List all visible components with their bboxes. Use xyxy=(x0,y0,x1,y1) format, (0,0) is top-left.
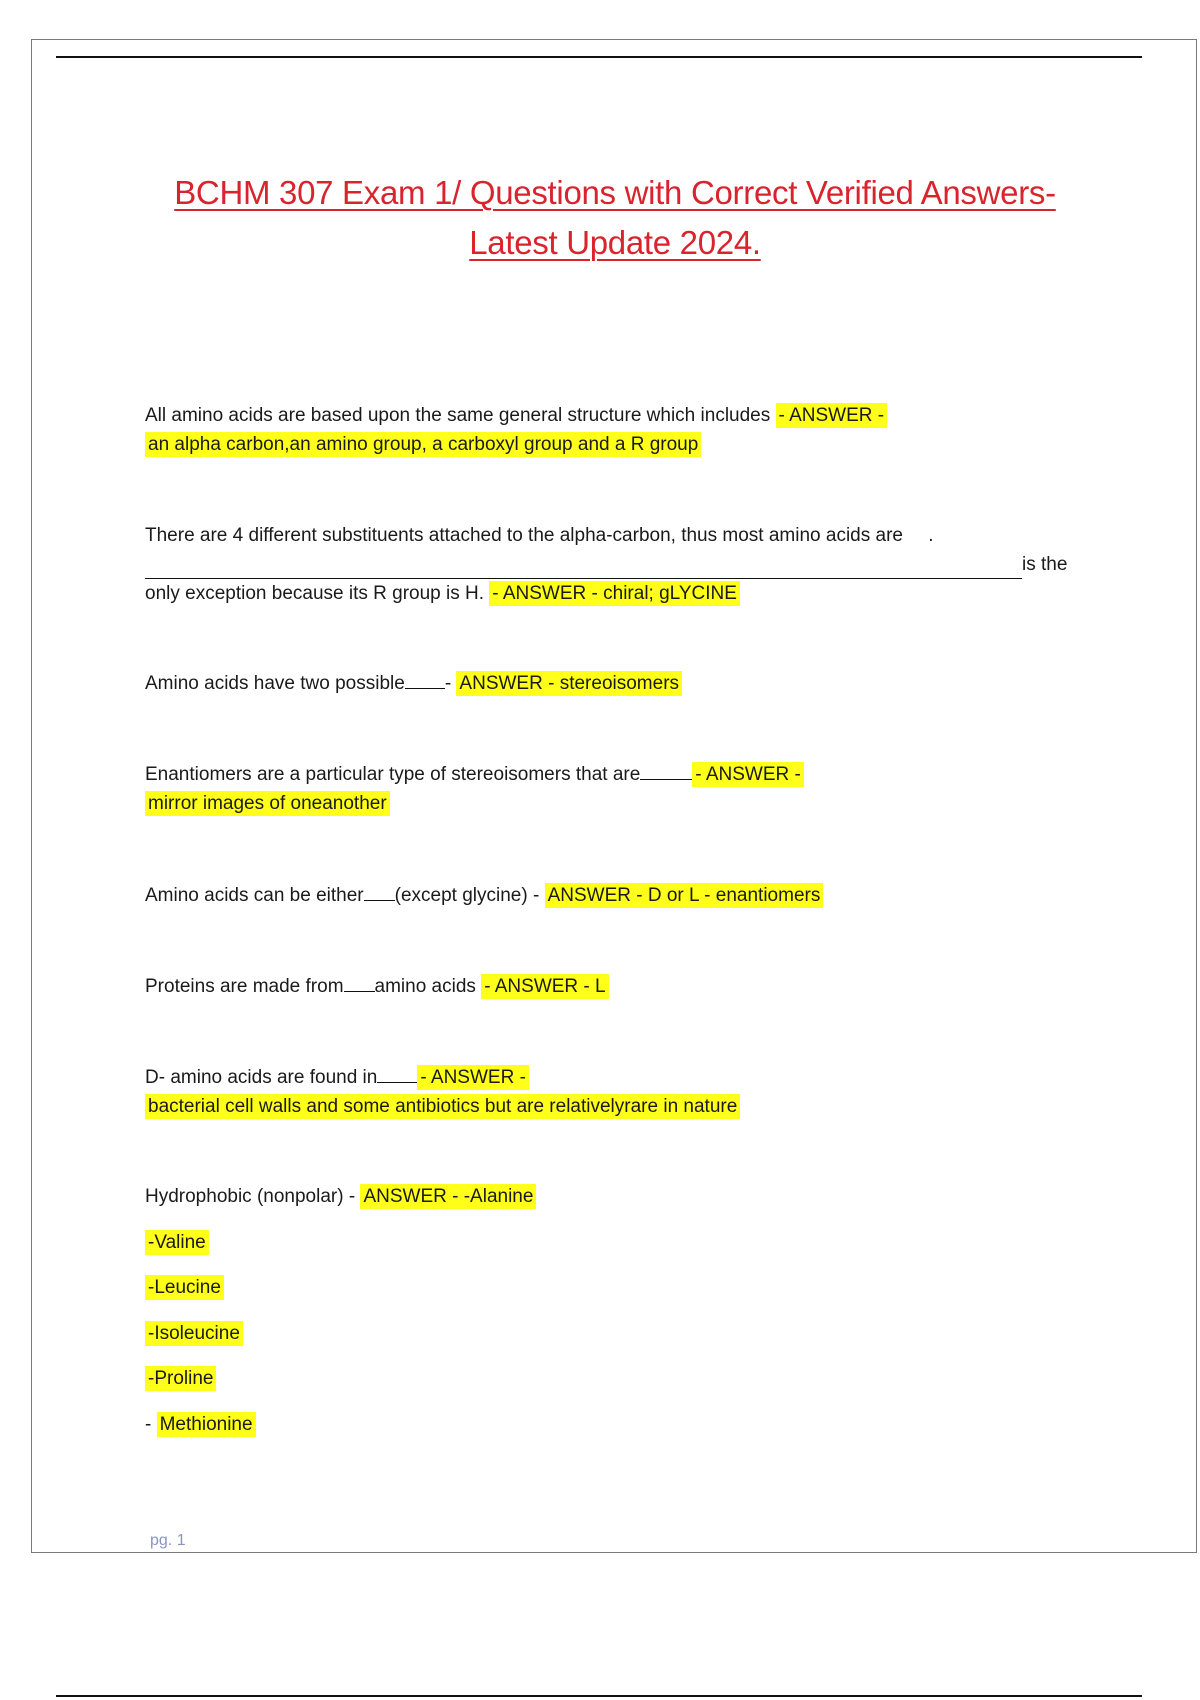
answer-label: - ANSWER - xyxy=(692,762,804,787)
list-item: - Methionine xyxy=(145,1412,256,1438)
answer-text: bacterial cell walls and some antibiotics but are relativelyrare in nature xyxy=(145,1094,740,1119)
page-number: pg. 1 xyxy=(150,1532,186,1549)
answer-blank xyxy=(405,687,445,689)
header-rule xyxy=(56,56,1142,58)
document-title xyxy=(120,168,1110,268)
list-item: -Isoleucine xyxy=(145,1321,243,1347)
title-line-1: BCHM 307 Exam 1/ Questions with Correct Verified Answers- xyxy=(174,174,1056,211)
answer-text: ANSWER - D or L - enantiomers xyxy=(545,883,824,908)
question-prompt-after: (except glycine) - xyxy=(394,885,545,906)
question-7 xyxy=(145,1063,1085,1121)
answer-text: an alpha carbon,an amino group, a carboxyl group and a R group xyxy=(145,432,701,457)
question-5 xyxy=(145,881,1085,910)
question-prompt: Amino acids have two possible xyxy=(145,673,405,694)
question-4 xyxy=(145,760,1085,818)
question-prompt: All amino acids are based upon the same general structure which includes xyxy=(145,405,776,426)
question-prompt-end: only exception because its R group is H. xyxy=(145,583,490,604)
answer-text: ANSWER - -Alanine xyxy=(360,1184,536,1209)
question-1 xyxy=(145,401,1085,459)
question-prompt: Enantiomers are a particular type of stereoisomers that are xyxy=(145,764,641,785)
question-8 xyxy=(145,1182,1085,1211)
answer-label: - ANSWER - xyxy=(417,1065,529,1090)
answer-blank xyxy=(364,899,395,901)
question-prompt: There are 4 different substituents attached to the alpha-carbon, thus most amino acids are xyxy=(145,525,903,546)
answer-text: - ANSWER - L xyxy=(481,974,608,999)
question-2 xyxy=(145,521,1085,608)
question-prompt: Amino acids can be either xyxy=(145,885,364,906)
answer-text: - ANSWER - chiral; gLYCINE xyxy=(489,581,740,606)
question-prompt-after: amino acids xyxy=(374,976,482,997)
answer-text: ANSWER - stereoisomers xyxy=(456,671,682,696)
answer-blank-line xyxy=(145,560,1022,579)
question-prompt: Proteins are made from xyxy=(145,976,344,997)
footer-rule xyxy=(56,1695,1142,1697)
answer-blank xyxy=(377,1081,417,1083)
list-item: -Proline xyxy=(145,1366,216,1392)
question-continuation: is the xyxy=(1022,554,1068,575)
list-item: -Leucine xyxy=(145,1275,224,1301)
answer-label: - ANSWER - xyxy=(776,403,888,428)
answer-blank xyxy=(344,990,375,992)
answer-text: mirror images of oneanother xyxy=(145,791,390,816)
question-6 xyxy=(145,972,1085,1001)
answer-blank xyxy=(640,778,692,780)
question-prompt: D- amino acids are found in xyxy=(145,1067,378,1088)
question-prompt-after: - xyxy=(444,673,457,694)
question-prompt: Hydrophobic (nonpolar) - xyxy=(145,1186,361,1207)
question-3 xyxy=(145,669,1085,698)
question-mark: . xyxy=(928,525,934,546)
list-item: -Valine xyxy=(145,1230,209,1256)
title-line-2: Latest Update 2024. xyxy=(469,224,761,261)
